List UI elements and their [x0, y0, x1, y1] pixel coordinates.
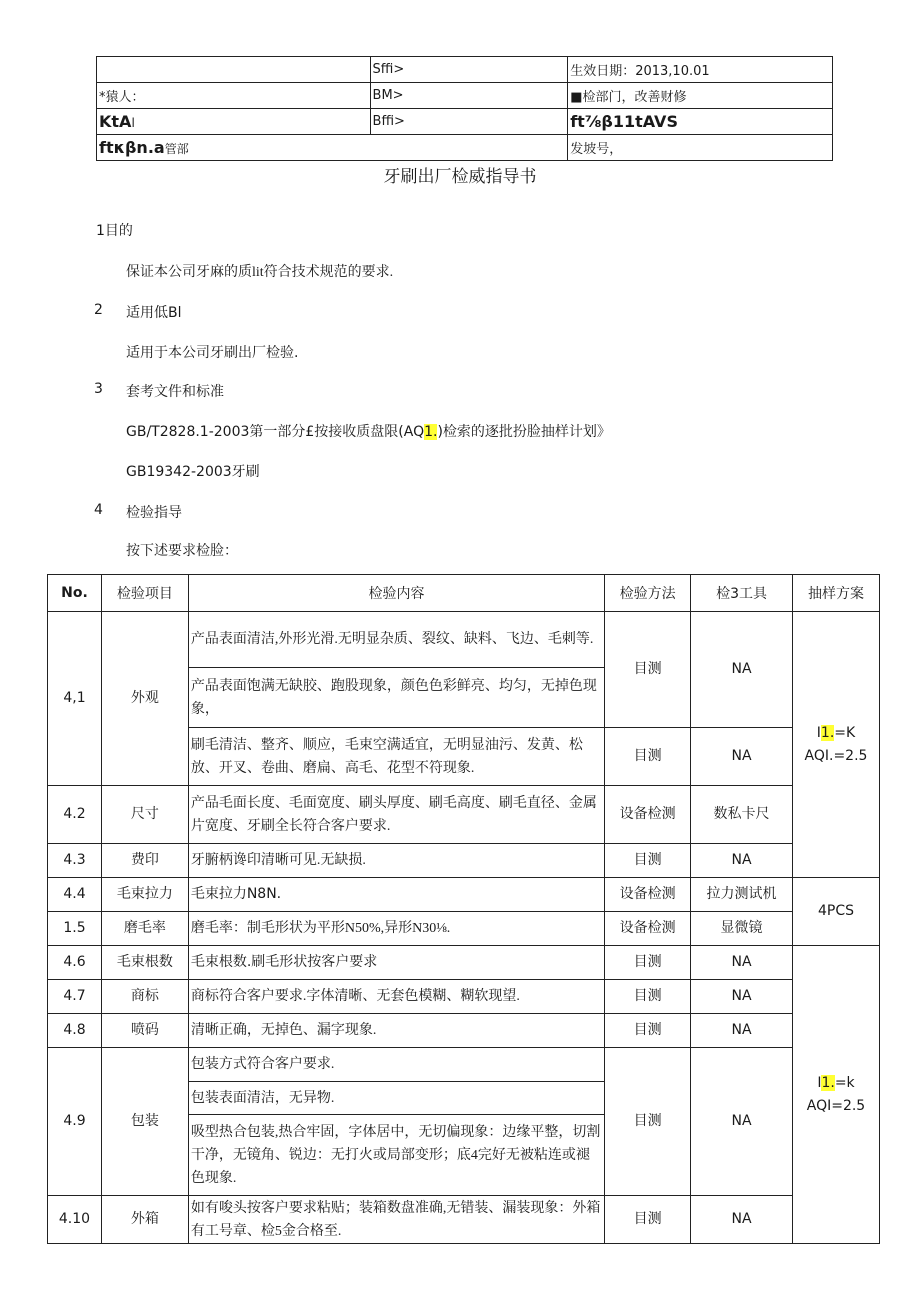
- sampling-text: =k: [834, 1074, 855, 1091]
- row-method: 目测: [605, 1196, 691, 1244]
- row-method: 目测: [605, 1048, 691, 1196]
- header-cell-text: KtA: [99, 112, 132, 131]
- row-tool: NA: [691, 1014, 793, 1048]
- row-method: 目测: [605, 844, 691, 878]
- header-cell: BM>: [370, 83, 568, 109]
- row-item: 费印: [101, 844, 188, 878]
- section-1-title: 1目的: [96, 223, 133, 239]
- column-header-content: 检验内容: [188, 575, 604, 612]
- section-1-body: 保证本公司牙麻的质lit符合技术规范的要求.: [126, 265, 394, 280]
- row-content: 牙腑柄谗印清晰可见.无缺损.: [188, 844, 604, 878]
- row-content: 刷毛清洁、整齐、顺应，毛束空满适宜，无明显油污、发黄、松放、开叉、卷曲、磨扁、高毛、花型不符现象.: [188, 728, 604, 786]
- row-content: 产品表面清洁,外形光滑.无明显杂质、裂纹、缺料、飞边、毛刺等.: [188, 612, 604, 668]
- section-2-number: 2: [94, 302, 103, 318]
- sampling-line-2: AQI.=2.5: [804, 747, 868, 764]
- column-header-tool: 检3工具: [691, 575, 793, 612]
- row-tool: NA: [691, 844, 793, 878]
- row-number: 4.10: [48, 1196, 102, 1244]
- row-tool: NA: [691, 728, 793, 786]
- row-content: 包装表面清洁，无异物.: [188, 1082, 604, 1115]
- column-header-item: 检验项目: [101, 575, 188, 612]
- sampling-text: I: [816, 724, 821, 741]
- header-table: [96, 56, 833, 161]
- row-method: 设备检测: [605, 912, 691, 946]
- row-method: 目测: [605, 728, 691, 786]
- header-cell: Sffi>: [370, 57, 568, 83]
- row-item: 外观: [101, 612, 188, 786]
- reference-1-b: )检索的逐批扮脸抽样计划》: [437, 424, 611, 440]
- header-cell: ■检部门，改善财修: [568, 83, 833, 109]
- header-cell: [97, 109, 371, 135]
- row-number: 4.4: [48, 878, 102, 912]
- row-method: 目测: [605, 1014, 691, 1048]
- row-method: 目测: [605, 946, 691, 980]
- row-method: 设备检测: [605, 786, 691, 844]
- row-tool: 拉力测试机: [691, 878, 793, 912]
- row-number: 4,1: [48, 612, 102, 786]
- row-tool: NA: [691, 1048, 793, 1196]
- reference-2: GB19342-2003牙刷: [126, 464, 260, 480]
- section-3-title: 套考文件和标准: [126, 384, 224, 400]
- row-content: 毛束拉力N8N.: [188, 878, 604, 912]
- row-number: 4.8: [48, 1014, 102, 1048]
- row-item: 商标: [101, 980, 188, 1014]
- sampling-plan-c: [792, 946, 879, 1244]
- row-tool: 数私卡尺: [691, 786, 793, 844]
- sampling-line-2: AQI=2.5: [806, 1097, 866, 1114]
- issue-number: 发坡号，: [568, 135, 833, 161]
- sampling-plan-a: [792, 612, 879, 878]
- sampling-plan-b: 4PCS: [792, 878, 879, 946]
- row-number: 4.9: [48, 1048, 102, 1196]
- row-content: 包装方式符合客户要求.: [188, 1048, 604, 1082]
- reference-1-a: GB/T2828.1-2003第一部分£按接收质盘限(AQ: [126, 424, 425, 440]
- header-cell-text: ftκβn.a: [99, 138, 165, 157]
- row-tool: NA: [691, 1196, 793, 1244]
- row-item: 喷码: [101, 1014, 188, 1048]
- row-tool: NA: [691, 612, 793, 728]
- row-content: 磨毛率：制毛形状为平形N50%,异形N30⅛.: [188, 912, 604, 946]
- row-tool: NA: [691, 946, 793, 980]
- inspection-table: [47, 574, 880, 1244]
- section-2-body: 适用于本公司牙刷出厂检验.: [126, 345, 299, 361]
- row-item: 毛束根数: [101, 946, 188, 980]
- row-item: 外箱: [101, 1196, 188, 1244]
- row-method: 目测: [605, 980, 691, 1014]
- row-content: 毛束根数.刷毛形状按客户要求: [188, 946, 604, 980]
- reference-1: [126, 421, 611, 441]
- row-item: 尺寸: [101, 786, 188, 844]
- section-3-number: 3: [94, 381, 103, 397]
- column-header-sampling: 抽样方案: [792, 575, 879, 612]
- header-cell-text-small: 管部: [164, 142, 189, 156]
- row-item: 包装: [101, 1048, 188, 1196]
- header-cell: [97, 57, 371, 83]
- row-number: 4.6: [48, 946, 102, 980]
- header-cell: *猿人：: [97, 83, 371, 109]
- section-2-title: 适用低Bl: [126, 305, 182, 321]
- section-4-number: 4: [94, 502, 103, 518]
- row-content: 如有唆头按客户要求粘贴；装箱数盘准确,无错装、漏装现象：外箱有工号章、检5金合格至.: [188, 1196, 604, 1244]
- row-method: 目测: [605, 612, 691, 728]
- row-content: 商标符合客户要求.字体清晰、无套色模糊、糊软现望.: [188, 980, 604, 1014]
- section-4-body: 按下述要求检脸：: [126, 544, 238, 559]
- header-cell: ft⅞β11tAVS: [568, 109, 833, 135]
- highlight: 1.: [821, 1074, 835, 1091]
- row-number: 4.2: [48, 786, 102, 844]
- document-title: 牙刷出厂检威指导书: [383, 167, 537, 187]
- sampling-text: I: [817, 1074, 822, 1091]
- header-cell-text-small: l: [131, 116, 135, 130]
- effective-date: 生效日期：2013,10.01: [568, 57, 833, 83]
- row-content: 产品毛面长度、毛面宽度、刷头厚度、刷毛高度、刷毛直径、金属片宽度、牙刷全长符合客户要求.: [188, 786, 604, 844]
- header-cell: Bffi>: [370, 109, 568, 135]
- row-item: 毛束拉力: [101, 878, 188, 912]
- row-number: 4.3: [48, 844, 102, 878]
- sampling-line-1: [793, 1072, 879, 1095]
- section-4-title: 检验指导: [126, 505, 182, 521]
- row-content: 吸型热合包装,热合牢固，字体居中，无切偏现象：边缘平整，切割干净，无镜角、锐边：无打火或局部变形；底4完好无被粘连或褪色现象.: [188, 1115, 604, 1196]
- highlight: 1.: [424, 424, 438, 440]
- row-number: 4.7: [48, 980, 102, 1014]
- row-tool: NA: [691, 980, 793, 1014]
- row-item: 磨毛率: [101, 912, 188, 946]
- highlight: 1.: [820, 724, 835, 741]
- row-content: 产品表面饱满无缺胶、跑股现象，颜色色彩鲜亮、均匀，无掉色现象，: [188, 668, 604, 728]
- sampling-text: =K: [834, 724, 856, 741]
- sampling-line-1: [793, 722, 879, 745]
- row-method: 设备检测: [605, 878, 691, 912]
- row-tool: 显微镜: [691, 912, 793, 946]
- header-cell: [97, 135, 568, 161]
- column-header-no: No.: [48, 575, 102, 612]
- column-header-method: 检验方法: [605, 575, 691, 612]
- row-content: 清晰正确，无掉色、漏字现象.: [188, 1014, 604, 1048]
- row-number: 1.5: [48, 912, 102, 946]
